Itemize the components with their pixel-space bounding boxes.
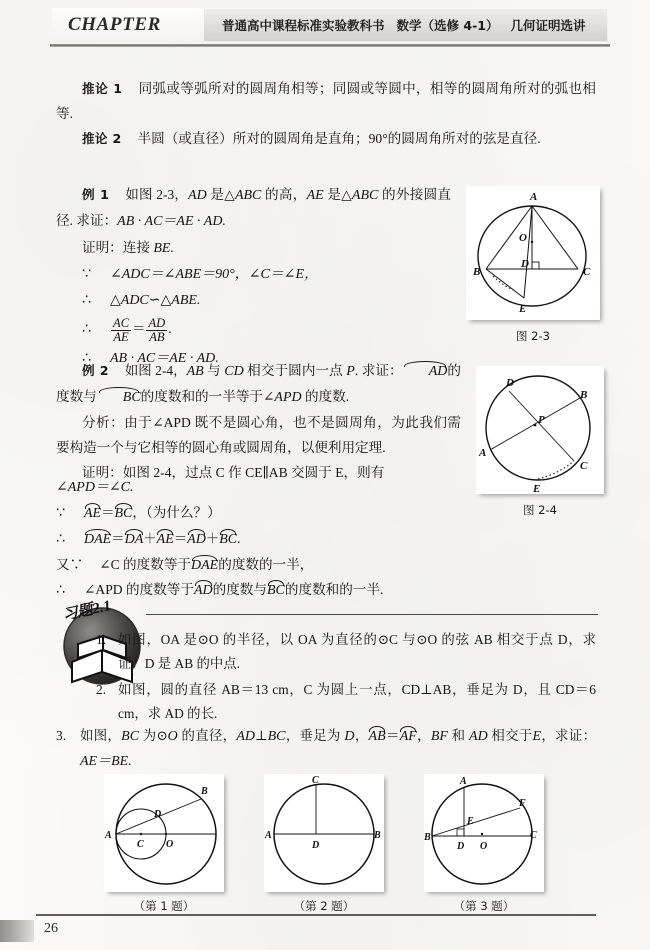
exercise-figure-1-label-o: O xyxy=(166,839,174,850)
exercise-figure-1-label-c: C xyxy=(137,839,144,850)
arc-ab-notation: AB xyxy=(369,726,386,744)
exercise-item-3-number: 3. xyxy=(56,728,67,743)
example-2-seg-9: 的度数和的一半等于∠ xyxy=(140,389,275,404)
corollary-1-paragraph xyxy=(56,76,596,126)
example-1-seg-9: 的外接圆直径. 求证： xyxy=(56,187,452,228)
example-2-step-1-expr: ∠APD＝∠C. xyxy=(56,480,134,495)
arc-dae-notation-2: DAE xyxy=(191,555,218,573)
ex3-seg-bc2: BC xyxy=(267,729,286,744)
ex3-seg-13: ， xyxy=(416,728,431,743)
header-title-series: 普通高中课程标准实验教科书 xyxy=(222,18,385,33)
exercise-section-rule xyxy=(146,614,598,615)
arc-dae-notation: DAE xyxy=(84,529,111,547)
exercise-item-3-body xyxy=(56,724,596,774)
arc-ae-notation-2: AE xyxy=(157,529,174,547)
example-2-analysis: 分析：由于∠APD 既不是圆心角，也不是圆周角，为此我们需要构造一个与它相等的圆心角或圆周角，以便利用定理. xyxy=(56,415,461,455)
figure-2-4-label-a: A xyxy=(479,447,487,459)
figure-2-3-label-b: B xyxy=(473,266,481,278)
example-2-step-3 xyxy=(56,526,461,552)
corollary-1-block xyxy=(56,76,596,126)
arc-bc-notation-4: BC xyxy=(267,580,285,598)
figure-2-3-label-d: D xyxy=(521,258,529,270)
example-2-proof-steps xyxy=(56,474,461,603)
example-1-seg-abc2: ABC xyxy=(351,188,379,203)
chapter-word: CHAPTER xyxy=(68,14,161,35)
exercise-figure-3-label-d: D xyxy=(457,841,465,852)
fraction-period: . xyxy=(168,321,172,336)
footer-rule xyxy=(36,914,596,916)
fraction-ad-over-ab xyxy=(146,317,167,344)
exercise-item-3 xyxy=(56,724,596,776)
exercise-figure-3-label-e: E xyxy=(467,816,474,827)
example-2-proof-lead: 证明：如图 2-4，过点 C 作 CE∥AB 交圆于 E，则有 xyxy=(82,465,385,480)
example-2-step-5-b: 的度数与 xyxy=(212,582,267,597)
fraction-ac-over-ae xyxy=(111,317,131,344)
ex3-seg-bc: BC xyxy=(121,729,140,744)
ex3-seg-e: E xyxy=(532,729,542,744)
arc-ad-notation-2: AD xyxy=(187,529,206,547)
example-1-step-1-expr: ∠ADC＝∠ABE＝90°，∠C＝∠E， xyxy=(110,267,319,282)
figure-2-3-label-e: E xyxy=(519,303,527,315)
figure-2-4-caption: 图 2-4 xyxy=(523,503,557,517)
exercise-figure-3 xyxy=(424,774,544,892)
example-1-seg-abc: ABC xyxy=(234,188,262,203)
ex3-seg-ad2: AD xyxy=(469,729,488,744)
example-1-step-4-expr: AB · AC＝AE · AD. xyxy=(110,351,219,366)
header-title-module: 几何证明选讲 xyxy=(510,18,586,33)
ex3-seg-15: 和 xyxy=(447,728,470,743)
exercise-item-1 xyxy=(96,628,596,676)
exercise-figure-3-label-a: A xyxy=(460,776,467,787)
example-2-ref: 如图 2-4， xyxy=(124,363,187,378)
exercise-figure-3-label-c: C xyxy=(530,830,537,841)
arc-bc-notation-2: BC xyxy=(115,503,133,521)
example-2-seg-11: 的度数. xyxy=(301,389,350,404)
ex3-seg-eq: ＝ xyxy=(385,728,400,743)
exercise-figure-3-label-f: F xyxy=(519,798,526,809)
corollary-2-label: 推论 2 xyxy=(82,131,122,146)
example-1-label: 例 1 xyxy=(82,187,110,202)
also-because-symbol: 又∵ xyxy=(56,557,84,572)
exercise-item-1-text: 如图，OA 是⊙O 的半径，以 OA 为直径的⊙C 与⊙O 的弦 AB 相交于点 D，求证：D 是 AB 的中点. xyxy=(118,632,596,671)
ex3-seg-9: ，垂足为 xyxy=(285,728,345,743)
figure-2-3 xyxy=(466,186,600,320)
exercise-item-1-number: 1. xyxy=(96,632,107,647)
example-1-seg-5: 的高， xyxy=(261,187,307,202)
example-2-seg-3: 与 xyxy=(203,363,225,378)
ex3-seg-3: 为⊙ xyxy=(139,728,168,743)
example-2-step-3-plus1: ＋ xyxy=(143,531,157,546)
therefore-symbol-3: ∴ xyxy=(82,350,91,366)
corollary-2-paragraph xyxy=(56,126,596,151)
exercise-badge-text: 习题2.1 xyxy=(61,600,113,624)
example-2-block xyxy=(56,358,461,485)
figure-2-4-label-d: D xyxy=(506,377,514,389)
fraction-denominator-ae: AE xyxy=(111,330,131,344)
example-2-step-4-b: 的度数的一半， xyxy=(218,557,314,572)
figure-2-4-label-b: B xyxy=(580,389,588,401)
exercise-figure-1-label-b: B xyxy=(201,786,208,797)
fraction-equals: ＝ xyxy=(132,321,146,336)
exercise-figure-1-caption: （第 1 题） xyxy=(133,899,195,913)
because-symbol-e2: ∵ xyxy=(56,505,65,521)
exercise-figure-1-label-a: A xyxy=(105,830,112,841)
page-number: 26 xyxy=(44,921,58,936)
example-2-step-3-tail: . xyxy=(237,531,241,546)
exercise-figure-2-label-c: C xyxy=(312,775,319,786)
ex3-seg-11: ， xyxy=(354,728,369,743)
corollary-1-text: 同弧或等弧所对的圆周角相等；同圆或等圆中，相等的圆周角所对的弧也相等. xyxy=(56,81,596,121)
example-2-seg-p: P xyxy=(346,364,355,379)
header-title-subject: 数学（选修 4-1） xyxy=(396,18,499,33)
example-2-step-5-a: ∠APD 的度数等于 xyxy=(84,582,194,597)
example-1-step-2-expr: △ADC∽△ABE. xyxy=(110,293,201,308)
exercise-figure-2-caption: （第 2 题） xyxy=(293,899,355,913)
therefore-symbol-2: ∴ xyxy=(82,321,91,337)
therefore-symbol: ∴ xyxy=(82,292,91,308)
header-rule xyxy=(50,44,610,47)
exercise-figure-2-label-a: A xyxy=(265,830,272,841)
exercise-item-2-number: 2. xyxy=(96,682,107,697)
example-1-statement xyxy=(56,182,451,234)
figure-2-3-drawing xyxy=(466,186,600,320)
because-symbol: ∵ xyxy=(82,266,91,282)
example-2-step-1 xyxy=(56,474,461,500)
example-1-ref: 如图 2-3， xyxy=(125,187,189,202)
figure-2-4-drawing xyxy=(476,366,604,494)
example-2-label: 例 2 xyxy=(82,363,109,378)
exercise-item-2-text: 如图，圆的直径 AB＝13 cm，C 为圆上一点，CD⊥AB，垂足为 D，且 CD＝6 cm，求 AD 的长. xyxy=(118,682,596,721)
figure-2-3-caption: 图 2-3 xyxy=(516,329,550,343)
example-1-step-2 xyxy=(56,287,451,313)
fraction-numerator-ad: AD xyxy=(148,316,166,330)
example-1-conclusion-expr: AB · AC＝AE · AD. xyxy=(117,214,226,229)
arc-da-notation: DA xyxy=(125,529,144,547)
ex3-seg-perp: ⊥ xyxy=(255,728,268,743)
arc-ad-notation-3: AD xyxy=(194,580,213,598)
exercise-figure-3-label-o: O xyxy=(480,841,488,852)
example-2-step-3-eq2: ＝ xyxy=(173,531,188,546)
exercise-figure-1-label-d: D xyxy=(154,809,162,820)
corollary-2-text: 半圆（或直径）所对的圆周角是直角；90°的圆周角所对的弦是直径. xyxy=(137,131,541,146)
exercise-figure-1 xyxy=(104,774,224,892)
exercise-list xyxy=(96,628,596,728)
example-1-step-1 xyxy=(56,261,451,287)
example-1-block xyxy=(56,182,451,371)
ex3-seg-d: D xyxy=(344,729,355,744)
example-2-seg-8: 的度数与 xyxy=(56,363,462,404)
exercise-figure-2-drawing xyxy=(264,774,384,892)
exercise-figure-2 xyxy=(264,774,384,892)
example-2-step-3-eq1: ＝ xyxy=(111,531,125,546)
ex3-seg-bf: BF xyxy=(430,729,448,744)
arc-af-notation: AF xyxy=(400,726,417,744)
figure-2-4 xyxy=(476,366,604,494)
figure-2-4-label-e: E xyxy=(533,483,541,494)
figure-2-3-label-o: O xyxy=(519,232,527,244)
footer-tab xyxy=(0,920,34,942)
example-1-step-3 xyxy=(56,313,451,345)
page-header xyxy=(52,8,608,48)
ex3-seg-5: 的直径， xyxy=(177,728,237,743)
example-2-seg-5: 相交于圆内一点 xyxy=(243,363,347,378)
exercise-figure-3-drawing xyxy=(424,774,544,892)
example-2-step-2-eq: ＝ xyxy=(101,505,115,520)
example-2-step-2-tail: ，（为什么？） xyxy=(132,505,221,520)
arc-bc-notation-3: BC xyxy=(219,529,237,547)
header-title xyxy=(222,16,597,34)
ex3-seg-19: ，求证： xyxy=(541,728,596,743)
arc-ae-notation: AE xyxy=(84,503,101,521)
example-2-step-5-c: 的度数和的一半. xyxy=(284,582,384,597)
example-2-step-3-plus2: ＋ xyxy=(205,531,220,546)
exercise-figure-2-label-d: D xyxy=(312,840,320,851)
example-1-seg-ad: AD xyxy=(188,188,207,203)
example-1-seg-7: 是△ xyxy=(323,187,352,202)
exercise-figure-1-drawing xyxy=(104,774,224,892)
figure-2-4-label-p: P xyxy=(538,414,545,426)
example-2-seg-cd: CD xyxy=(224,364,244,379)
therefore-symbol-e2: ∴ xyxy=(56,531,65,547)
exercise-item-2 xyxy=(96,678,596,726)
ex3-seg-o: O xyxy=(167,729,178,744)
example-1-seg-ae: AE xyxy=(306,188,324,203)
figure-2-3-label-a: A xyxy=(530,191,538,203)
example-1-proof-label: 证明：连接 xyxy=(82,240,154,255)
figure-2-3-label-c: C xyxy=(583,266,591,278)
figure-2-4-label-c: C xyxy=(580,460,588,472)
ex3-seg-ad: AD xyxy=(236,729,256,744)
exercise-figure-3-caption: （第 3 题） xyxy=(453,899,515,913)
ex3-seg-17: 相交于 xyxy=(487,728,533,743)
therefore-symbol-e2b: ∴ xyxy=(56,582,65,598)
example-2-step-4-a: ∠C 的度数等于 xyxy=(99,557,192,572)
example-2-step-4 xyxy=(56,552,461,577)
ex3-seg-1: 如图， xyxy=(80,728,122,743)
example-1-seg-3: 是△ xyxy=(206,187,235,202)
fraction-denominator-ab: AB xyxy=(146,330,167,344)
example-2-seg-7: . 求证： xyxy=(354,363,403,378)
arc-ad-notation: AD xyxy=(403,361,448,379)
example-2-seg-apd: APD xyxy=(274,390,302,405)
corollary-1-label: 推论 1 xyxy=(82,81,123,96)
exercise-figure-2-label-b: B xyxy=(374,830,381,841)
example-2-seg-ab: AB xyxy=(186,364,204,379)
example-2-step-2 xyxy=(56,500,461,526)
corollary-2-block xyxy=(56,126,596,151)
example-1-proof-intro xyxy=(56,235,451,261)
example-1-proof-aux: BE. xyxy=(153,241,174,256)
arc-bc-notation: BC xyxy=(97,387,141,405)
ex3-seg-conclusion: AE＝BE. xyxy=(80,754,132,769)
fraction-numerator-ac: AC xyxy=(113,316,130,330)
exercise-figure-3-label-b: B xyxy=(424,832,431,843)
example-2-statement xyxy=(56,358,461,410)
